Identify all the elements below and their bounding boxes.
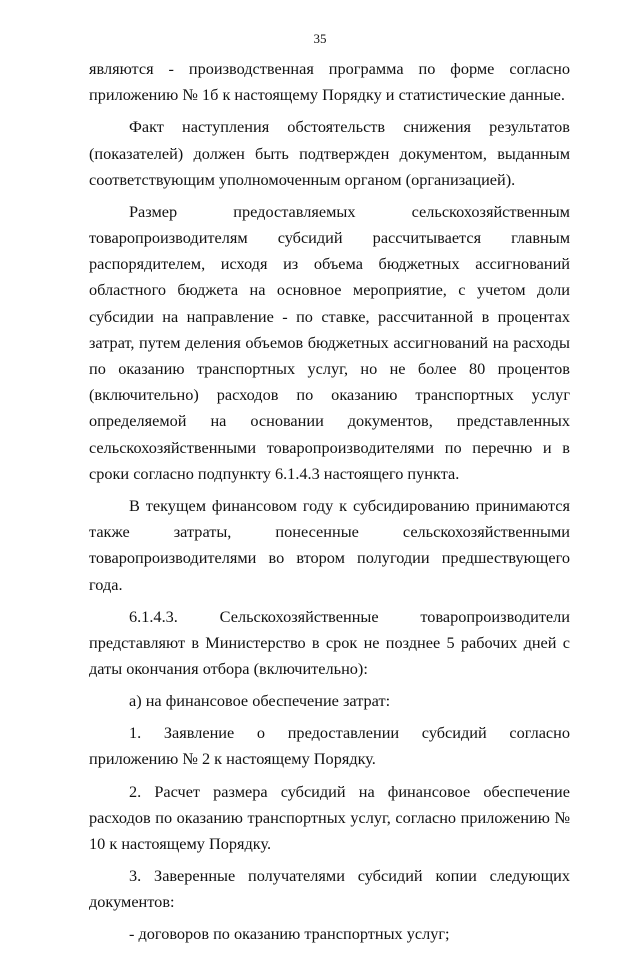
paragraph-list-contracts: - договоров по оказанию транспортных услуг; bbox=[129, 924, 450, 944]
paragraph-continuation: являются - производственная программа по форме согласно приложению № 1б к настоящему Порядку и статистические данные. bbox=[89, 59, 570, 105]
page-number: 35 bbox=[313, 31, 327, 46]
paragraph-fact-confirmation: Факт наступления обстоятельств снижения результатов (показателей) должен быть подтвержден документом, выданным соответствующим уполномоченным органом (организацией). bbox=[89, 117, 570, 189]
paragraph-item-3: 3. Заверенные получателями субсидий копии следующих документов: bbox=[89, 866, 570, 912]
paragraph-item-2: 2. Расчет размера субсидий на финансовое обеспечение расходов по оказанию транспортных услуг, согласно приложению № 10 к настоящему Порядку. bbox=[89, 781, 570, 853]
paragraph-section-6-1-4-3: 6.1.4.3. Сельскохозяйственные товаропроизводители представляют в Министерство в срок не позднее 5 рабочих дней с даты окончания отбора (включительно): bbox=[89, 606, 570, 679]
paragraph-item-a: а) на финансовое обеспечение затрат: bbox=[129, 691, 391, 711]
document-body bbox=[89, 56, 570, 953]
paragraph-current-year: В текущем финансовом году к субсидированию принимаются также затраты, понесенные сельскохозяйственными товаропроизводителями во втором полугодии предшествующего года. bbox=[89, 495, 570, 594]
paragraph-subsidy-size: Размер предоставляемых сельскохозяйственным товаропроизводителям субсидий рассчитывается главным распорядителем, исходя из объема бюджетных ассигнований областного бюджета на основное мероприятие, с учетом доли субсидии на направление - по ставке, рассчитанной в процентах затрат, путем деления объемов бюджетных ассигнований на расходы по оказанию транспортных услуг, но не более 80 процентов (включительно) расходов по оказанию транспортных услуг определяемой на основании документов, представленных сельскохозяйственными товаропроизводителями по перечню и в сроки согласно подпункту 6.1.4.3 настоящего пункта. bbox=[89, 201, 570, 483]
paragraph-item-1: 1. Заявление о предоставлении субсидий согласно приложению № 2 к настоящему Порядку. bbox=[89, 723, 570, 769]
